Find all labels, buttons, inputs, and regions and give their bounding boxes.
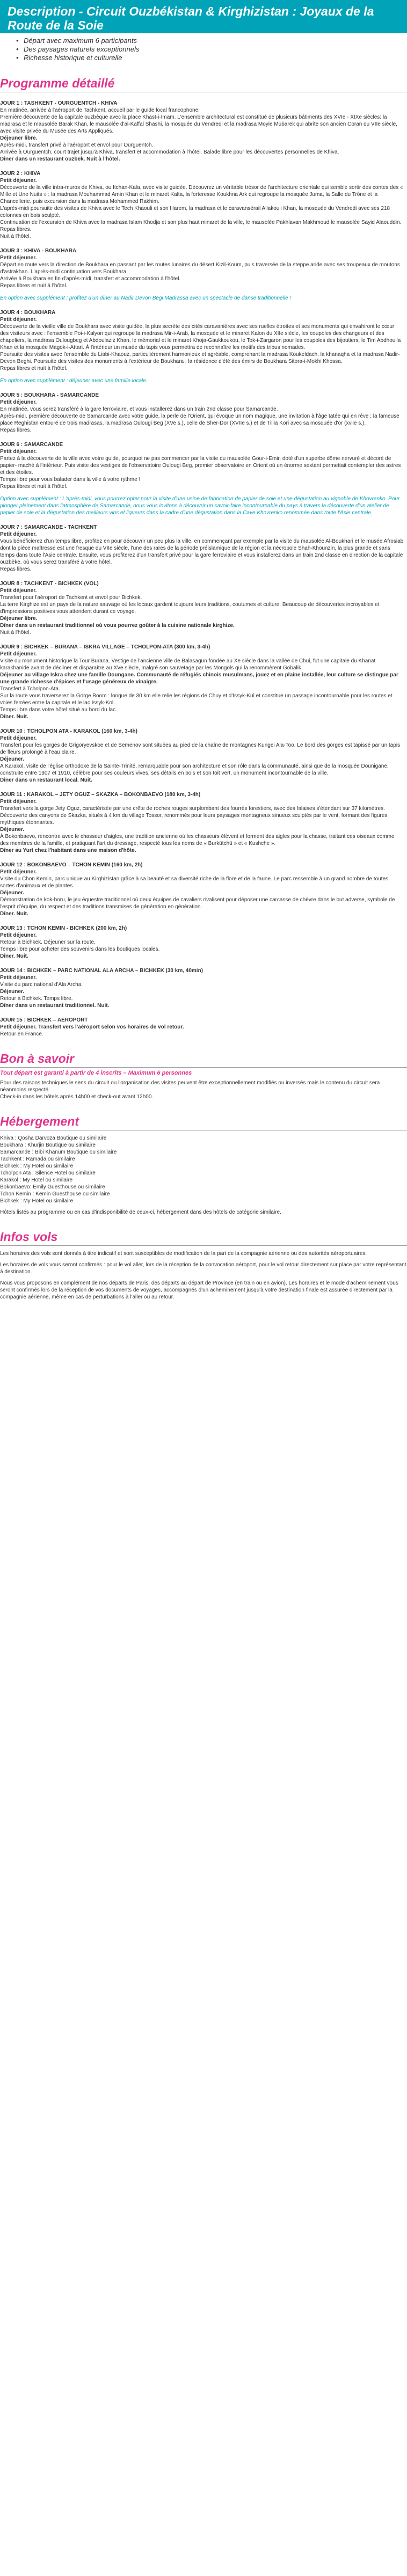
lodging-heading: Hébergement [0,1114,407,1130]
day-block [0,967,407,1009]
day-line: Transfert à Tcholpon-Ata. [0,686,60,692]
day-line: Arrivée à Ourguentch, court trajet jusqu'à Khiva, transfert et accommodation à l'hôtel. Balade libre pour les découvertes personnelles de Khiva. [0,149,339,155]
day-title: JOUR 1 : TASHKENT - OURGUENTCH - KHIVA [0,100,118,106]
day-line: Retour à Bichkek. Temps libre. [0,996,73,1002]
day-line: L'après-midi poursuite des visites de Khiva avec le Tech Khaouli et son Harem, la madrasa et le caravansérail Allakouli Khan, la mosquée du Vendredi avec ses 218 colonnes en bois sculpté. [0,206,390,218]
day-block [0,100,407,163]
day-line: Petit déjeuner. Transfert vers l'aéroport selon vos horaires de vol retour. [0,1024,184,1030]
day-title: JOUR 12 : BOKONBAEVO – TCHON KEMIN (160 km, 2h) [0,862,143,868]
day-line: Petit déjeuner. [0,799,37,805]
lodging-item: Khiva : Qosha Darvoza Boutique ou similaire [0,1135,107,1141]
day-line: Déjeuner. [0,890,25,896]
day-line: Nuit à l'hôtel. [0,630,31,636]
day-line: Déjeuner au village Iskra chez une famille Doungane. Communauté de réfugiés chinois musulmans, jouez et en plaine installée, leur culture se distingue par une grande richesse d'épices et l'usage généreux de vinaigre. [0,672,398,685]
day-line: Première découverte de la capitale ouzbèque avec la place Khast-i-Imam. L'ensemble architectural est constitué de plusieurs bâtiments des XVIe - XIXe siècles: la madrasa et le mausolée Barak Khan, le mausolée d'al-Kaffal Shashi, la mosquée du Vendredi et la madrasa Moyie Mubarek qui abrite son ancien Coran du VIIe siècle, avec visite privée du Musée des Arts Appliqués. [0,114,397,134]
good-to-know-line: Check-in dans les hôtels après 14h00 et check-out avant 12h00. [0,1094,154,1100]
day-line: Temps libre dans votre hôtel situé au bord du lac. [0,707,117,713]
day-line: Vous bénéficierez d'un temps libre, profitez en pour découvrir un peu plus la ville, en commençant par exemple par la visite du mausolée Al-Boukhari et le musée Afrosiab dont la pièce maîtresse est une fresque du VIIe siècle, l'une des rares de la période préislamique de la région et la nécropole Shah-Khounzin, la plus grande et sans temps dans toute l'Asie centrale. Ensuite, vous profiterez d'un transfert privé pour la gare ferroviaire et vous installerez dans un train 2nd classe en direction de la capitale ouzbèke, où vous serez transféré à votre hôtel. [0,538,404,565]
day-block [0,644,407,720]
day-line: Repas libres. [0,427,32,433]
day-line: Dîner dans un restaurant traditionnel. Nuit. [0,1003,110,1009]
day-option-note: Option avec supplément : L'après-midi, vous pourrez opter pour la visite d'une usine de fabrication de papier de soie et une dégustation au vignoble de Khovrenko. Pour plonger pleinement dans l'atmosphère de Samarcande, nous vous invitons à découvrir un savoir-faire incontournable du pays à travers la découverte d'un atelier de papier de soie et la dégustation des meilleurs vins et liqueurs dans la cadre d'une dégustation dans la Cave Khovrenko renommée dans toute l'Asie centrale. [0,496,400,516]
day-line: Partez à la découverte de la ville avec votre guide, pourquoi ne pas commencer par la visite du mausolée Gour-i-Emir, doté d'un superbe dôme nervuré et décoré de papier- maché à l'intérieur. Puis visite des vestiges de l'observatoire Oulougi Beg, premier observatoire en Orient où un énorme sextant permettait contempler des astres et des étoiles. [0,456,401,476]
day-line: Dîner. Nuit. [0,911,28,917]
day-line: Continuation de l'excursion de Khiva avec la madrasa Islam Khodja et son plus haut minaret de la ville, le mausolée Pakhlavan Makhmoud le mausolée Sayid Alaouddin. [0,220,402,225]
day-line: Transfert pour l'aéroport de Tachkent et envol pour Bichkek. [0,595,142,601]
day-line: Petit déjeuner. [0,588,37,594]
day-line: Temps libre pour acheter des souvenirs dans les boutiques locales. [0,946,160,952]
day-title: JOUR 7 : SAMARCANDE - TACHKENT [0,524,97,530]
day-block [0,392,407,434]
day-title: JOUR 5 : BOUKHARA - SAMARCANDE [0,392,99,398]
day-title: JOUR 11 : KARAKOL – JETY OGUZ – SKAZKA – BOKONBAEVO (180 km, 3-4h) [0,792,201,798]
day-block [0,524,407,573]
day-line: Déjeuner libre. [0,135,38,141]
flight-info-line: Nous vous proposons en complément de nos départs de Paris, des départs au départ de Province (en train ou en avion). Les horaires et le mode d'acheminement vous seront confirmés lors de la réception de vos documents de voyages, accompagnés d'un acheminement jusqu'à votre destination finale est assurée directement par la compagnie aérienne, même en cas de perturbations à l'aller ou au retour. [0,1280,398,1300]
day-line: À Karakol, visite de l'église orthodoxe de la Sainte-Trinité, remarquable pour son architecture et son rôle dans la communauté, ainsi que de la mosquée Dounigane, construite entre 1907 et 1910, célèbre pour ses couleurs vives, ses détails en bois et son toit vert, un monument incontournable de la ville. [0,763,389,776]
day-block [0,247,407,302]
day-line: Dîner. Nuit. [0,953,28,959]
day-line: Départ en route vers la direction de Boukhara en passant par les routes lunaires du désert Kizil-Koum, puis traversée de la steppe aride avec ses troupeaux de moutons d'astrakhan. L'après-midi continuation vers Boukhara. [0,262,400,275]
lodging-list [0,1135,407,1216]
day-line: Petit déjeuner. [0,651,37,657]
lodging-item: Tachkent : Ramada ou similaire [0,1156,75,1162]
day-line: Repas libres et nuit à l'hôtel. [0,484,68,490]
day-line: Repas libres. [0,566,32,572]
good-to-know-text [0,1079,407,1100]
day-block [0,1017,407,1038]
page-title: Description - Circuit Ouzbékistan & Kirghizistan : Joyaux de la Route de la Soie [0,0,407,33]
day-option-note: En option avec supplément : profitez d'un dîner au Nadir Devon Begi Madrassa avec un spectacle de danse traditionnelle ! [0,295,292,301]
day-block [0,791,407,854]
lodging-item: Bichkek : My Hotel ou similaire [0,1163,74,1169]
lodging-item: Tchon Kemin : Kemin Guesthouse ou similaire [0,1191,110,1197]
day-line: Repas libres et nuit à l'hôtel. [0,366,68,371]
day-line: Démonstration de kok-boru, le jeu équestre traditionnel où deux équipes de cavaliers rivalisent pour déposer une carcasse de chèvre dans le but adverse, symbole de l'esprit d'équipe, du respect et des traditions transmises de génération en génération. [0,897,395,910]
day-title: JOUR 4 : BOUKHARA [0,310,56,316]
day-line: Petit déjeuner. [0,317,37,323]
day-line: Visite du Chon Kemin, parc unique au Kirghizistan grâce à sa beauté et sa diversité riche de la flore et de la faune. Le parc ressemble à un grand nombre de toutes sortes d'animaux et de plantes. [0,876,389,889]
day-line: Dîner. Nuit. [0,714,28,720]
day-line: Petit déjeuner. [0,975,37,981]
day-line: Visite du monument historique la Tour Burana. Vestige de l'ancienne ville de Balasagun fondée au Xe siècle dans la vallée de Chui, fut une capitale du Khanat karakhanide avant de décliner et disparaître au XVe siècle, malgré son sauvetage par les Mongols qui la renommèrent Gobalik. [0,658,376,671]
day-title: JOUR 14 : BICHKEK – PARC NATIONAL ALA ARCHA – BICHKEK (30 km, 40min) [0,968,204,974]
day-line: Temps libre pour vous balader dans la ville à votre rythme ! [0,477,141,483]
day-line: Après-midi, première découverte de Samarcande avec votre guide, la perle de l'Orient, qui évoque un nom magique, une invitation à l'âge tatée qui en rêve ; la fameuse place Reghistan entouré de trois madrasas, la madrasa Oulougi Beg (XVe s.), celle de Sher-Dor (XVIIe s.) et de Tillia Kori avec sa mosquée d'or (xviie s.). [0,413,399,426]
day-line: Découverte de la vieille ville de Boukhara avec visite guidée, la plus secrète des cités caravanières avec ses ruelles étroites et ses monuments qui envahiront le cœur des visiteurs avec : l'ensemble Poi-i-Kalyon qui regroupe la madrasa Mir-i-Arab, la mosquée et le minaret Kalon du XIIe siècle, les coupoles des changeurs et des chapeliers, la madrasa Oulougbeg et Abdoulaziz Khan, le mémorial et le minaret Khoja-Gaukkoukou, le Tok-i-Zargaron pour les coupoles des bijoutiers, le Tim Abdhoulla Khan et la mosquée Magok-i-Attari. À l'intérieur un musée du tapis vous permettra de reconnaître les motifs des tribus nomades. [0,324,401,351]
day-block [0,170,407,240]
day-line: Repas libres. [0,227,32,232]
day-line: Dîner dans un restaurant traditionnel où vous pourrez goûter à la cuisine nationale kirghize. [0,623,235,629]
day-line: Dîner dans un restaurant local. Nuit. [0,777,92,783]
day-title: JOUR 2 : KHIVA [0,171,41,177]
day-line: Petit déjeuner. [0,531,37,537]
day-line: Petit déjeuner. [0,735,37,741]
day-line: En matinée, arrivée à l'aéroport de Tachkent, accueil par le guide local francophone. [0,107,200,113]
highlight-item: • Richesse historique et culturelle [16,54,407,62]
day-line: Dîner dans un restaurant ouzbek. Nuit à l'hôtel. [0,156,120,162]
day-title: JOUR 10 : TCHOLPON ATA - KARAKOL (160 km, 3-4h) [0,728,137,734]
day-line: Transfert vers la gorge Jety Oguz, caractérisée par une crête de roches rouges surplombant des fourrés forestiers, avec des falaises s'étendant sur 37 kilomètres. [0,806,385,812]
day-block [0,580,407,636]
day-line: Retour en France. [0,1031,43,1037]
flight-info-line: Les horaires de vols vous seront confirmés : pour le vol aller, lors de la réception de la convocation aéroport, pour le vol retour directement sur place par votre représentant à destination. [0,1262,406,1275]
lodging-note: Hôtels listés au programme ou en cas d'indisponibilité de ceux-ci, hébergement dans des hôtels de catégorie similaire. [0,1209,281,1215]
day-line: Petit déjeuner. [0,449,37,455]
day-line: Sur la route vous traverserez la Gorge Boom : longue de 30 km elle relie les régions de Chuy et d'Issyk-Kul et constitue un passage incontournable pour les routes et voies ferrées entre la capitale et le lac Issyk-Kol. [0,693,393,706]
day-option-note: En option avec supplément : déjeuner avec une famille locale. [0,378,148,384]
day-block [0,441,407,516]
lodging-item: Bokonbaevo: Emily Guesthouse ou similaire [0,1184,105,1190]
day-line: À Bokonbaevo, rencontre avec le chasseur d'aigles, une tradition ancienne où les chasseurs élèvent et forment des aigles pour la chasse, traitant ces oiseaux comme des membres de la famille, et pratiquant l'art du dressage, respecté tous les noms de « Burkütchü » et « Kushche ». [0,834,395,846]
day-title: JOUR 9 : BICHKEK – BURANA – ISKRA VILLAGE – TCHOLPON-ATA (300 km, 3-4h) [0,644,210,650]
day-line: En matinée, vous serez transféré à la gare ferroviaire, et vous installerez dans un train 2nd classe pour Samarcande. [0,406,278,412]
day-block [0,862,407,917]
program-days [0,100,407,1038]
day-line: Découverte de la ville intra-muros de Khiva, ou Itchan-Kala, avec visite guidée. Découvrez un véritable trésor de l'architecture orientale qui semble sortir des contes des « Mille et Une Nuits » : la madrasa Mouhammad Amin Khan et le minaret Kalta, la forteresse Koukhna Ark qui regroupe la mosquée Juma, la Salle du Trône et la Chancellerie, puis excursion dans la madrasa Mohammed Rakhim. [0,185,403,205]
day-title: JOUR 8 : TACHKENT - BICHKEK (VOL) [0,581,99,587]
day-line: Petit déjeuner. [0,399,37,405]
day-line: La terre Kirghize est un pays de la nature sauvage où les locaux gardent toujours leurs traditions, coutumes et culture. Beaucoup de découvertes incroyables et d'impressions positives vous attendent durant ce voyage. [0,602,380,615]
lodging-item: Tcholpon Ata : Silence Hotel ou similaire [0,1170,96,1176]
day-title: JOUR 13 : TCHON KEMIN - BICHKEK (200 km, 2h) [0,925,127,931]
day-line: Découverte des canyons de Skazka, situés à 4 km du village Tossor, renommés pour leurs paysages montagneux sinueux sculptés par le vent, formant des figures mythiques étonnantes. [0,813,388,826]
day-line: Poursuite des visites avec l'ensemble du Liabi-Khaouz, particulièrement harmonieux et agréable, comprenant la madrasa Koukeldach, la khanaqha et la madrasa Nadir-Devon Beghi. Poursuite des visites des monuments à l'extérieur de Boukhara : la résidence d'été des émirs de Boukhara Sitora-i-Mokhi Khossa. [0,352,400,364]
day-title: JOUR 3 : KHIVA - BOUKHARA [0,248,77,254]
day-block [0,728,407,784]
day-line: Petit déjeuner. [0,178,37,184]
day-line: Petit déjeuner. [0,932,37,938]
day-line: Petit déjeuner. [0,869,37,875]
day-line: Déjeuner. [0,827,25,833]
lodging-item: Samarcande : Bibi Khanum Boutique ou similaire [0,1149,117,1155]
good-to-know-heading: Bon à savoir [0,1052,407,1068]
highlight-item: • Des paysages naturels exceptionnels [16,45,407,54]
day-line: Petit déjeuner. [0,255,37,261]
day-line: Retour à Bichkek. Déjeuner sur la route. [0,939,96,945]
day-block [0,925,407,960]
program-heading: Programme détaillé [0,76,407,92]
day-title: JOUR 6 : SAMARCANDE [0,442,63,448]
flight-info-line: Les horaires des vols sont donnés à titre indicatif et sont susceptibles de modification de la part de la compagnie aérienne ou des autorités aéroportuaires. [0,1251,367,1257]
lodging-item: Boukhara : Khurjin Boutique ou similaire [0,1142,96,1148]
highlights-list [0,37,407,62]
good-to-know-line: Pour des raisons techniques le sens du circuit ou l'organisation des visites peuvent être exceptionnellement modifiés ou inversés mais le contenu du circuit sera néanmoins respecté. [0,1080,380,1093]
day-line: Transfert pour les gorges de Grigoryevskoe et de Semenov sont situées au pied de la chaîne de montagnes Kungei Ala-Too. Le bord des gorges est tapissé par un tapis de fleurs prolongé à l'eau claire. [0,742,401,755]
day-line: Déjeuner libre. [0,616,38,622]
flight-info-heading: Infos vols [0,1230,407,1246]
day-line: Arrivée à Boukhara en fin d'après-midi, transfert et accommodation à l'hôtel. [0,276,181,282]
lodging-item: Bichkek : My Hotel ou similaire [0,1198,74,1204]
lodging-item: Karakol : My Hotel ou similaire [0,1177,73,1183]
day-line: Nuit à l'hôtel. [0,233,31,239]
good-to-know-subtitle: Tout départ est garanti à partir de 4 inscrits – Maximum 6 personnes [0,1070,192,1076]
day-line: Après-midi, transfert privé à l'aéroport et envol pour Ourguentch. [0,142,154,148]
day-line: Dîner au Yurt chez l'habitant dans une maison d'hôte. [0,848,136,853]
day-block [0,309,407,384]
day-line: Repas libres et nuit à l'hôtel. [0,283,68,289]
day-title: JOUR 15 : BICHKEK – AEROPORT [0,1017,88,1023]
flight-info-text [0,1250,407,1301]
day-line: Déjeuner. [0,989,25,995]
day-line: Déjeuner. [0,756,25,762]
highlight-item: • Départ avec maximum 6 participants [16,37,407,45]
day-line: Visite du parc national d'Ala Archa. [0,982,83,988]
